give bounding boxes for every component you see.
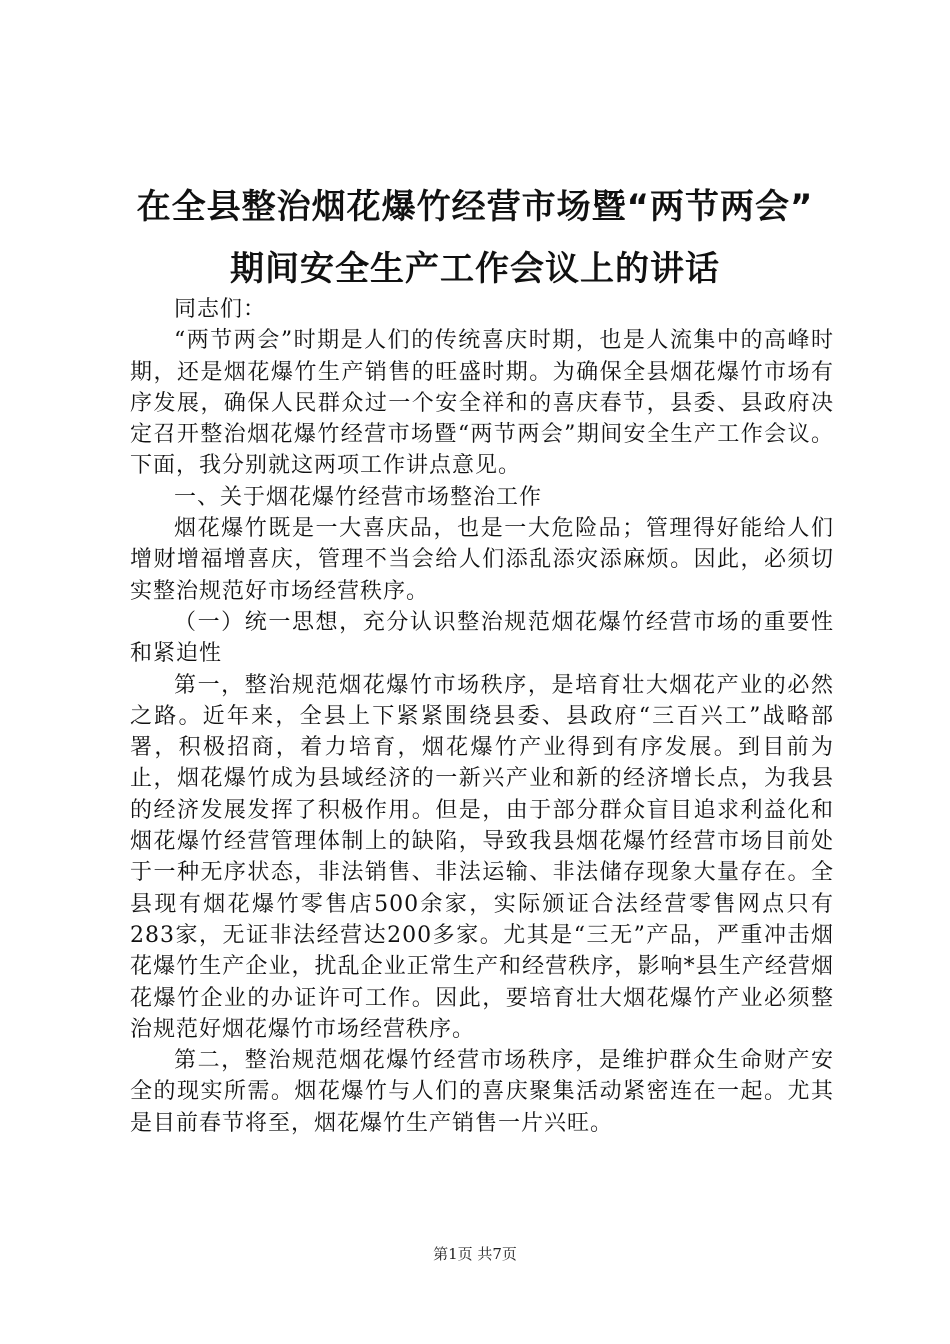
section-heading: 一、关于烟花爆竹经营市场整治工作 [174,484,543,510]
body-paragraph: 第二，整治规范烟花爆竹经营市场秩序，是维护群众生命财产安全的现实所需。烟花爆竹与人们的喜庆聚集活动紧密连在一起。尤其是目前春节将至，烟花爆竹生产销售一片兴旺。 [130,1048,834,1136]
body-paragraph: “两节两会”时期是人们的传统喜庆时期，也是人流集中的高峰时期，还是烟花爆竹生产销售的旺盛时期。为确保全县烟花爆竹市场有序发展，确保人民群众过一个安全祥和的喜庆春节，县委、县政府决定召开整治烟花爆竹经营市场暨“两节两会”期间安全生产工作会议。下面，我分别就这两项工作讲点意见。 [130,328,834,479]
salutation: 同志们： [174,297,267,322]
document-body [130,294,834,1139]
body-paragraph: 第一，整治规范烟花爆竹市场秩序，是培育壮大烟花产业的必然之路。近年来，全县上下紧紧围绕县委、县政府“三百兴工”战略部署，积极招商，着力培育，烟花爆竹产业得到有序发展。到目前为止，烟花爆竹成为县域经济的一新兴产业和新的经济增长点，为我县的经济发展发挥了积极作用。但是，由于部分群众盲目追求利益化和烟花爆竹经营管理体制上的缺陷，导致我县烟花爆竹经营市场目前处于一种无序状态，非法销售、非法运输、非法储存现象大量存在。全县现有烟花爆竹零售店500余家，实际颁证合法经营零售网点只有283家，无证非法经营达200多家。尤其是“三无”产品，严重冲击烟花爆竹生产企业，扰乱企业正常生产和经营秩序，影响*县生产经营烟花爆竹企业的办证许可工作。因此，要培育壮大烟花爆竹产业必须整治规范好烟花爆竹市场经营秩序。 [130,672,834,1042]
document-title-line-1: 在全县整治烟花爆竹经营市场暨“两节两会” [136,187,814,227]
page-footer: 第1页 共7页 [433,1245,517,1263]
document-title-line-2: 期间安全生产工作会议上的讲话 [230,249,720,289]
body-paragraph: 烟花爆竹既是一大喜庆品，也是一大危险品；管理得好能给人们增财增福增喜庆，管理不当会给人们添乱添灾添麻烦。因此，必须切实整治规范好市场经营秩序。 [130,516,834,604]
subsection-heading: （一）统一思想，充分认识整治规范烟花爆竹经营市场的重要性和紧迫性 [130,609,834,667]
